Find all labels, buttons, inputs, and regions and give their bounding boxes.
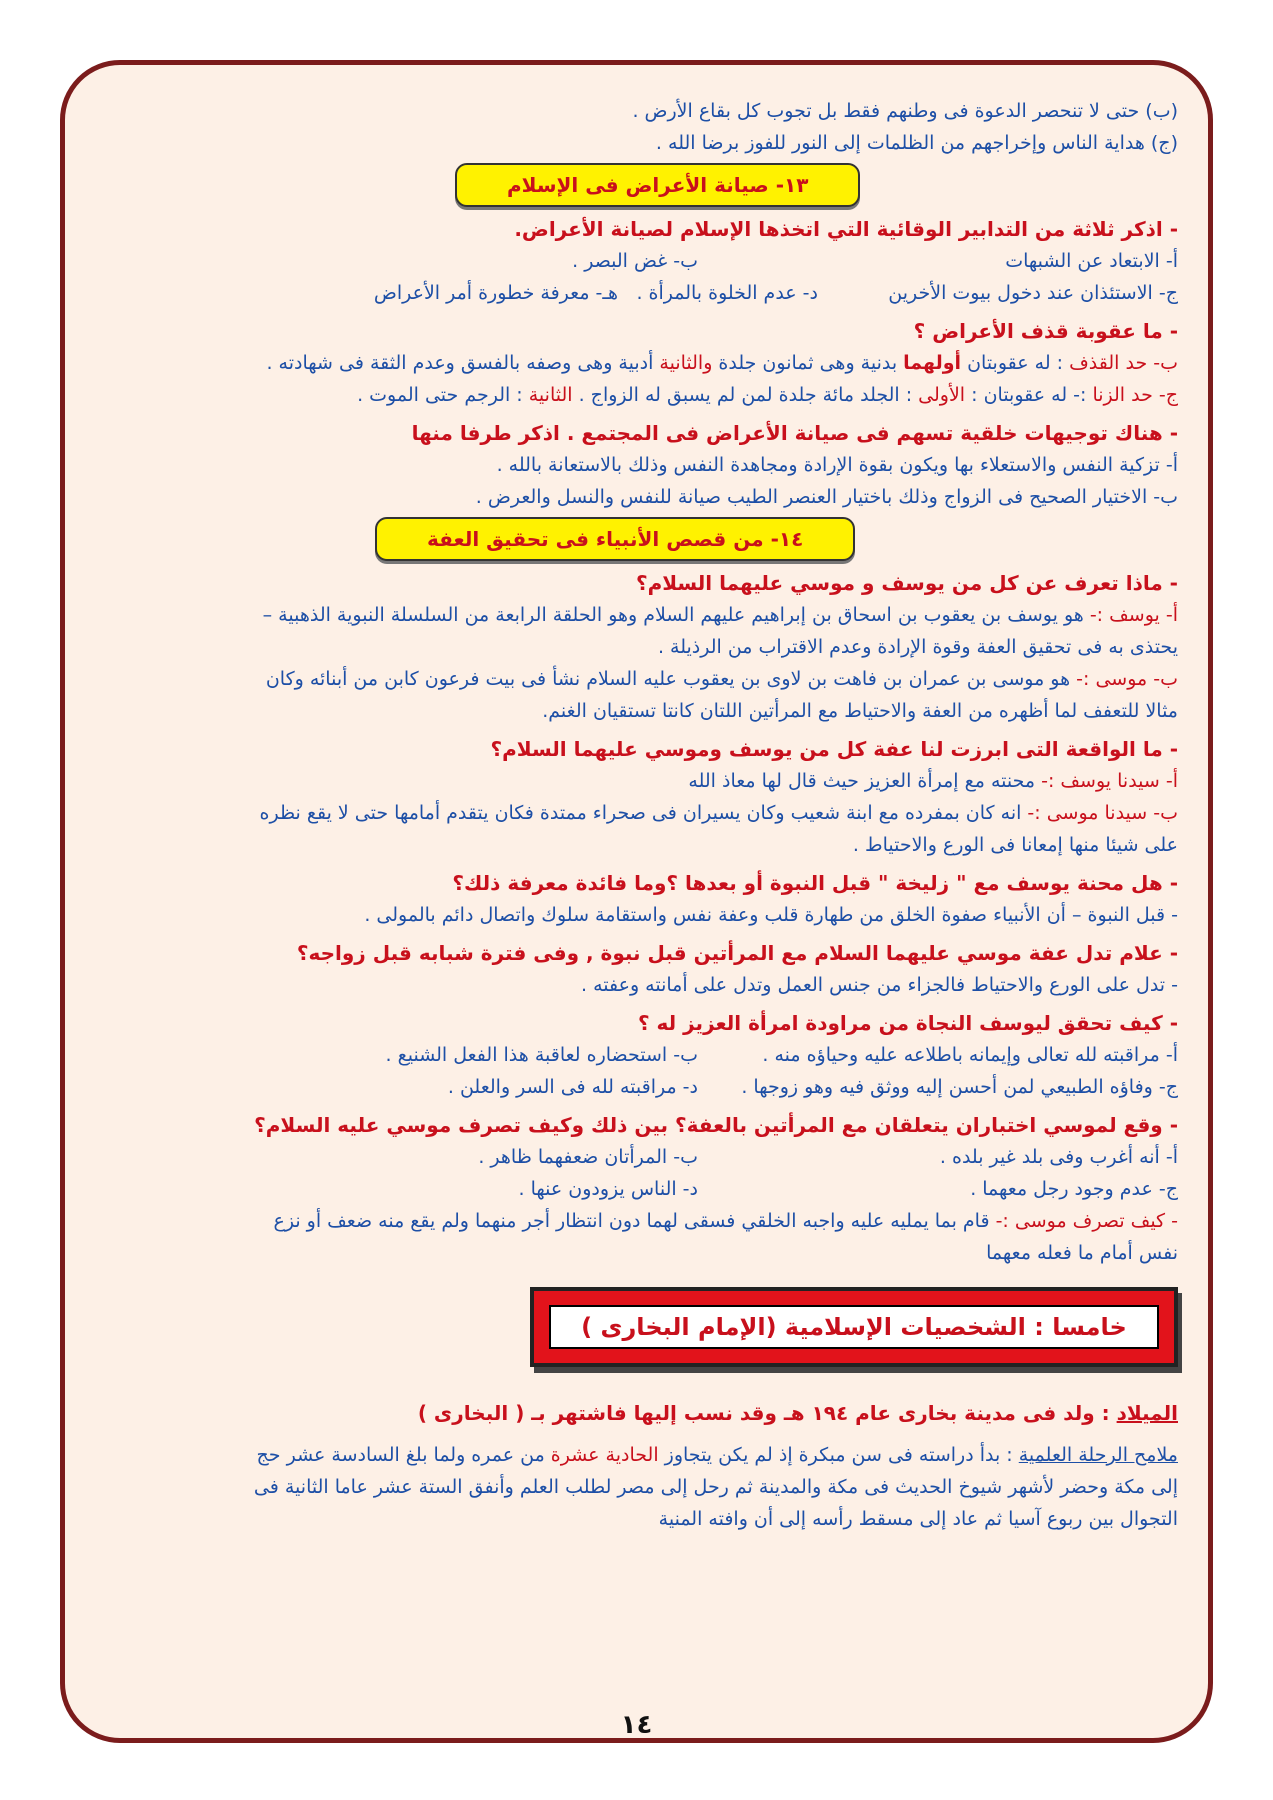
list-item: د- مراقبته لله فى السر والعلن . [447, 1076, 698, 1098]
question-musa-tests: - وقع لموسي اختباران يتعلقان مع المرأتين بالعفة؟ بين ذلك وكيف تصرف موسي عليه السلام؟ [254, 1113, 1178, 1137]
answer-row [95, 1141, 1178, 1173]
intro-line-b: (ب) حتى لا تنحصر الدعوة فى وطنهم فقط بل تجوب كل بقاع الأرض . [632, 100, 1178, 122]
answer-musa-cont: مثالا للتعفف لما أظهره من العفة والاحتياط مع المرأتين اللتان كانتا تستقيان الغنم. [542, 700, 1178, 722]
journey-text: من عمره ولما بلغ السادسة عشر حج [256, 1444, 551, 1466]
birth-text: : ولد فى مدينة بخارى عام ١٩٤ هـ وقد نسب إليها فاشتهر بـ ( البخارى ) [417, 1401, 1117, 1425]
highlight-word: والثانية [659, 352, 713, 374]
highlight-word: أولهما [903, 352, 962, 374]
journey-text: : بدأ دراسته فى سن مبكرة إذ لم يكن يتجاوز [658, 1444, 1019, 1466]
answer-label: ب- حد القذف [1069, 352, 1178, 374]
answer-text: : له عقوبتان [961, 352, 1070, 374]
answer-text: : الجلد مائة جلدة لمن لم يسبق له الزواج . [572, 384, 919, 406]
list-item: د- الناس يزودون عنها . [518, 1178, 698, 1200]
question-yusuf-salvation: - كيف تحقق ليوسف النجاة من مراودة امرأة العزيز له ؟ [637, 1011, 1178, 1035]
answer-row [95, 1039, 1178, 1071]
answer-musa-chastity: - تدل على الورع والاحتياط فالجزاء من جنس العمل وتدل على أمانته وعفته . [581, 974, 1178, 996]
answer-text: محنته مع إمرأة العزيز حيث قال لها معاذ الله [688, 770, 1042, 792]
question-musa-chastity: - علام تدل عفة موسي عليهما السلام مع المرأتين قبل نبوة , وفى فترة شبابه قبل زواجه؟ [296, 941, 1178, 965]
list-item: ب- الاختيار الصحيح فى الزواج وذلك باختيار العنصر الطيب صيانة للنفس والنسل والعرض . [475, 486, 1178, 508]
list-item: أ- مراقبته لله تعالى وإيمانه باطلاعه عليه وحياؤه منه . [762, 1044, 1178, 1066]
answer-label: ب- سيدنا موسى :- [1027, 802, 1178, 824]
list-item: ب- استحضاره لعاقبة هذا الفعل الشنيع . [385, 1044, 698, 1066]
question-preventive-measures: - اذكر ثلاثة من التدابير الوقائية التي اتخذها الإسلام لصيانة الأعراض. [514, 217, 1178, 241]
intro-line-j: (ج) هداية الناس وإخراجهم من الظلمات إلى النور للفوز برضا الله . [655, 132, 1178, 154]
list-item: ب- غض البصر . [572, 250, 698, 272]
answer-text: : الرجم حتى الموت . [357, 384, 529, 406]
answer-label: أ- سيدنا يوسف :- [1041, 770, 1178, 792]
bukhari-birth [95, 1397, 1178, 1429]
answer-yusuf-cont: يحتذى به فى تحقيق العفة وقوة الإرادة وعدم الاقتراب من الرذيلة . [657, 636, 1178, 658]
birth-label: الميلاد [1116, 1401, 1178, 1425]
page-number: ١٤ [620, 1710, 653, 1740]
answer-label: - كيف تصرف موسى :- [995, 1210, 1178, 1232]
list-item: ج- وفاؤه الطبيعي لمن أحسن إليه ووثق فيه وهو زوجها . [741, 1076, 1178, 1098]
answer-text: انه كان بمفرده مع ابنة شعيب وكان يسيران فى صحراء ممتدة فكان يتقدم أمامها حتى لا يقع نظره [259, 802, 1028, 824]
answer-text: هو موسى بن عمران بن فاهت بن لاوى بن يعقوب عليه السلام نشأ فى بيت فرعون كابن من أبنائه وكان [265, 668, 1077, 690]
section-5-title: خامسا : الشخصيات الإسلامية (الإمام البخارى ) [549, 1305, 1159, 1349]
answer-adultery [95, 379, 1178, 411]
list-item: أ- الابتعاد عن الشبهات [1005, 250, 1178, 272]
question-moral-guidance: - هناك توجيهات خلقية تسهم فى صيانة الأعراض فى المجتمع . اذكر طرفا منها [411, 421, 1178, 445]
bukhari-journey-cont: إلى مكة وحضر لأشهر شيوخ الحديث فى مكة والمدينة ثم رحل إلى مصر لطلب العلم وأنفق الستة عشر عاما الثانية فى [253, 1476, 1178, 1498]
answer-musa-behavior-cont: نفس أمام ما فعله معهما [986, 1242, 1178, 1264]
answer-zulaikha: - قبل النبوة – أن الأنبياء صفوة الخلق من طهارة قلب وعفة نفس واستقامة سلوك واتصال دائم بالمولى . [364, 904, 1178, 926]
highlight-word: الأولى [918, 384, 966, 406]
list-item: ج- الاستئذان عند دخول بيوت الأخرين [888, 282, 1178, 304]
list-item: هـ- معرفة خطورة أمر الأعراض [373, 282, 618, 304]
answer-musa [95, 663, 1178, 695]
answer-label: أ- يوسف :- [1089, 604, 1178, 626]
page-content [95, 95, 1178, 1740]
section-5-banner [530, 1287, 1178, 1367]
answer-musa-behavior [95, 1205, 1178, 1237]
answer-text: قام بما يمليه عليه واجبه الخلقي فسقى لهما دون انتظار أجر منهما ولم يقع منه ضعف أو نزع [273, 1210, 996, 1232]
answer-row [95, 277, 1178, 309]
answer-musa-event-cont: على شيئا منها إمعانا فى الورع والاحتياط . [852, 834, 1178, 856]
answer-label: ج- حد الزنا [1092, 384, 1178, 406]
question-zulaikha: - هل محنة يوسف مع " زليخة " قبل النبوة أو بعدها ؟وما فائدة معرفة ذلك؟ [452, 871, 1178, 895]
question-chastity-event: - ما الواقعة التى ابرزت لنا عفة كل من يوسف وموسي عليهما السلام؟ [490, 737, 1178, 761]
answer-text: :- له عقوبتان : [965, 384, 1093, 406]
highlight-word: الثانية [528, 384, 573, 406]
list-item: ج- عدم وجود رجل معهما . [970, 1178, 1178, 1200]
question-yusuf-musa: - ماذا تعرف عن كل من يوسف و موسي عليهما السلام؟ [635, 571, 1178, 595]
answer-row [95, 1071, 1178, 1103]
answer-label: ب- موسى :- [1076, 668, 1178, 690]
bukhari-journey [95, 1439, 1178, 1471]
answer-row [95, 245, 1178, 277]
list-item: د- عدم الخلوة بالمرأة . [636, 282, 818, 304]
list-item: أ- أنه أغرب وفى بلد غير بلده . [939, 1146, 1178, 1168]
answer-row [95, 1173, 1178, 1205]
answer-text: أدبية وهى وصفه بالفسق وعدم الثقة فى شهادته . [266, 352, 660, 374]
section-14-heading: ١٤- من قصص الأنبياء فى تحقيق العفة [375, 517, 855, 561]
answer-slander [95, 347, 1178, 379]
journey-label: ملامح الرحلة العلمية [1018, 1444, 1178, 1466]
question-slander-penalty: - ما عقوبة قذف الأعراض ؟ [913, 319, 1178, 343]
answer-text: هو يوسف بن يعقوب بن اسحاق بن إبراهيم عليهم السلام وهو الحلقة الرابعة من السلسلة النبوية الذهبية – [262, 604, 1090, 626]
answer-text: بدنية وهى ثمانون جلدة [712, 352, 904, 374]
bukhari-journey-cont: التجوال بين ربوع آسيا ثم عاد إلى مسقط رأسه إلى أن وافته المنية [658, 1508, 1178, 1530]
answer-yusuf-event [95, 765, 1178, 797]
list-item: أ- تزكية النفس والاستعلاء بها ويكون بقوة الإرادة ومجاهدة النفس وذلك بالاستعانة بالله . [496, 454, 1178, 476]
highlight-word: الحادية عشرة [550, 1444, 659, 1466]
answer-yusuf [95, 599, 1178, 631]
section-13-heading: ١٣- صيانة الأعراض فى الإسلام [455, 163, 860, 207]
list-item: ب- المرأتان ضعفهما ظاهر . [478, 1146, 698, 1168]
answer-musa-event [95, 797, 1178, 829]
